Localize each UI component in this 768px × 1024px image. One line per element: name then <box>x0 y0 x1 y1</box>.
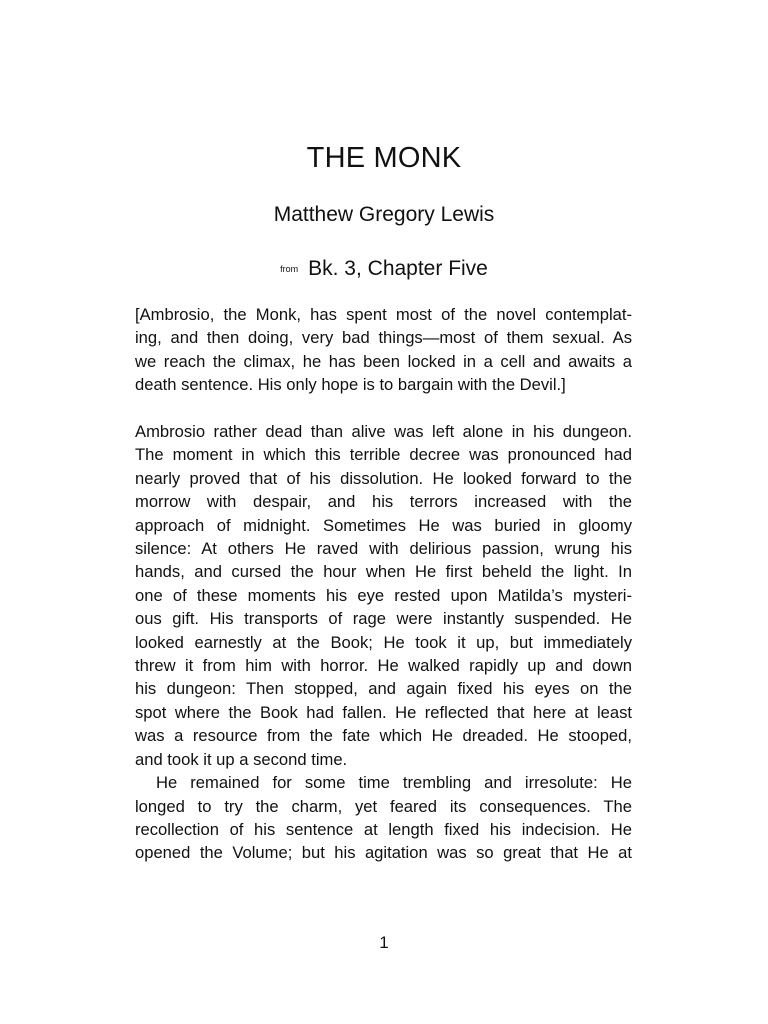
paragraph-line: hands, and cursed the hour when He first beheld the light. In <box>135 562 632 582</box>
paragraph-line: was a resource from the fate which He dreaded. He stooped, <box>135 726 632 746</box>
author-name: Matthew Gregory Lewis <box>273 203 495 226</box>
paragraph-line: looked earnestly at the Book; He took it up, but immediately <box>135 632 632 652</box>
paragraph-line: longed to try the charm, yet feared its consequences. The <box>135 796 632 816</box>
paragraph-line: recollection of his sentence at length fixed his indecision. He <box>135 819 632 839</box>
paragraph-line: one of these moments his eye rested upon Matilda’s mysteri- <box>135 585 632 605</box>
paragraph-line: nearly proved that of his dissolution. He looked forward to the <box>135 468 632 488</box>
paragraph-line: ous gift. His transports of rage were instantly suspended. He <box>135 609 632 629</box>
intro-paragraph <box>135 303 632 397</box>
paragraph-line: Ambrosio rather dead than alive was left alone in his dungeon. <box>135 422 632 441</box>
paragraph-line: his dungeon: Then stopped, and again fixed his eyes on the <box>135 679 632 699</box>
paragraph-line: opened the Volume; but his agitation was so great that He at <box>135 843 632 863</box>
paragraph-line: The moment in which this terrible decree was pronounced had <box>135 445 632 465</box>
paragraph-1 <box>135 420 632 771</box>
page-number: 1 <box>379 933 389 952</box>
paragraph-line: and took it up a second time. <box>135 749 348 769</box>
paragraph-line: approach of midnight. Sometimes He was buried in gloomy <box>135 515 632 535</box>
document-title: THE MONK <box>306 142 462 174</box>
section-title: Bk. 3, Chapter Five <box>308 257 488 280</box>
paragraph-line: He remained for some time trembling and irresolute: He <box>156 773 632 793</box>
section-prefix: from <box>280 264 299 275</box>
section-heading <box>0 257 768 281</box>
body-text <box>135 420 632 865</box>
paragraph-line: spot where the Book had fallen. He reflected that here at least <box>135 702 632 722</box>
intro-line: [Ambrosio, the Monk, has spent most of the novel contemplat- <box>135 305 632 324</box>
paragraph-line: morrow with despair, and his terrors increased with the <box>135 492 632 512</box>
intro-line: ing, and then doing, very bad things—most of them sexual. As <box>135 328 632 348</box>
paragraph-2 <box>135 771 632 865</box>
paragraph-line: silence: At others He raved with delirious passion, wrung his <box>135 539 632 559</box>
intro-line: we reach the climax, he has been locked in a cell and awaits a <box>135 351 632 371</box>
paragraph-line: threw it from him with horror. He walked rapidly up and down <box>135 656 632 676</box>
intro-line: death sentence. His only hope is to bargain with the Devil.] <box>135 375 566 395</box>
